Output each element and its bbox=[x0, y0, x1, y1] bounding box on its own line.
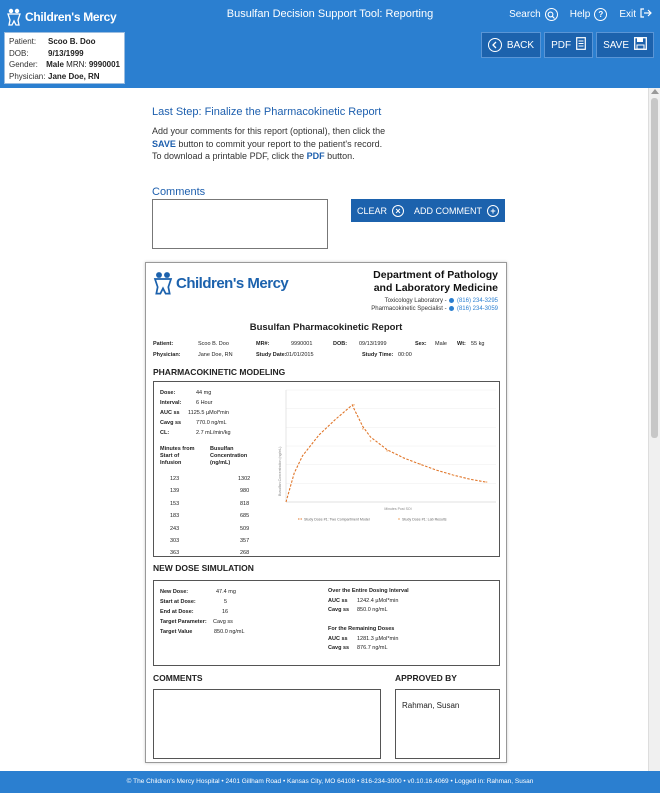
end-dose-label: End at Dose: bbox=[160, 609, 194, 615]
scroll-thumb[interactable] bbox=[651, 98, 658, 438]
pdf-button[interactable] bbox=[544, 32, 593, 58]
intro-text-3: button. bbox=[324, 151, 355, 161]
dose-simulation-results bbox=[328, 587, 488, 654]
table-row bbox=[160, 538, 270, 550]
target-value-value: 850.0 ng/mL bbox=[214, 629, 245, 635]
cavg-label: Cavg ss bbox=[160, 420, 182, 426]
entire-auc-value: 1242.4 µMol*min bbox=[357, 597, 399, 604]
dept-line-1: Department of Pathology bbox=[373, 269, 498, 281]
info-study-time-label: Study Time: bbox=[362, 352, 394, 358]
info-study-date-label: Study Date: bbox=[256, 352, 287, 358]
report-patient-info bbox=[153, 339, 498, 361]
chart-y-axis-label: Busulfan Concentration (ng/mL) bbox=[278, 446, 282, 496]
chart-x-axis-label: Minutes Post SOI bbox=[384, 507, 412, 511]
help-icon: ? bbox=[594, 8, 607, 21]
cl-label: CL: bbox=[160, 430, 170, 436]
chart-grid bbox=[286, 390, 496, 502]
back-arrow-icon bbox=[488, 38, 502, 52]
search-icon bbox=[545, 8, 558, 21]
legend-lab-swatch bbox=[398, 518, 400, 520]
physician-label: Physician: bbox=[9, 71, 46, 81]
info-dob-label: DOB: bbox=[333, 341, 348, 347]
childrens-mercy-logo-icon bbox=[152, 271, 174, 295]
comments-label: Comments bbox=[152, 186, 206, 198]
dose-label: Dose: bbox=[160, 390, 176, 396]
chart-lab-result-point bbox=[370, 440, 372, 442]
top-nav bbox=[509, 7, 652, 22]
legend-model-label: Study Dose #1: Two Compartment Model bbox=[304, 517, 370, 522]
info-sex-label: Sex: bbox=[415, 341, 427, 347]
info-patient-label: Patient: bbox=[153, 341, 174, 347]
mrn-value: 9990001 bbox=[88, 60, 120, 69]
cell-concentration: 357 bbox=[240, 537, 250, 544]
info-wt-value: 55 kg bbox=[471, 341, 485, 347]
page-scrollbar[interactable] bbox=[648, 88, 660, 771]
save-label: SAVE bbox=[603, 39, 629, 51]
intro-text bbox=[152, 125, 392, 163]
pk-specialist-phone: (816) 234-3059 bbox=[456, 306, 498, 312]
remaining-cavg-value: 876.7 ng/mL bbox=[357, 645, 388, 651]
entire-auc-label: AUC ss bbox=[328, 597, 348, 604]
table-row bbox=[160, 476, 270, 488]
cell-concentration: 685 bbox=[240, 513, 250, 520]
cell-minutes: 139 bbox=[170, 488, 180, 495]
intro-text-2: button to commit your report to the patient's record. To download a printable PDF, click the bbox=[152, 138, 383, 161]
new-dose-value: 47.4 mg bbox=[216, 589, 236, 595]
report-logo-text: Children's Mercy bbox=[176, 274, 289, 292]
nav-help-label: Help bbox=[569, 9, 591, 20]
dob-value: 9/13/1999 bbox=[48, 48, 84, 58]
intro-text-1: Add your comments for this report (optional), then click the bbox=[152, 126, 386, 136]
info-patient-value: Scoo B. Doo bbox=[198, 341, 229, 347]
dose-simulation-params bbox=[160, 587, 300, 637]
approved-by-box bbox=[395, 689, 500, 759]
chart-series-group bbox=[286, 404, 487, 502]
nav-help[interactable] bbox=[570, 8, 608, 21]
info-study-time-value: 00:00 bbox=[398, 352, 412, 358]
table-row bbox=[160, 488, 270, 500]
remaining-doses-heading: For the Remaining Doses bbox=[328, 626, 395, 632]
exit-icon bbox=[640, 7, 652, 22]
target-value-label: Target Value bbox=[160, 629, 193, 635]
gender-label: Gender: bbox=[9, 60, 38, 69]
remaining-auc-label: AUC ss bbox=[328, 635, 348, 642]
mrn-label: MRN: bbox=[66, 60, 87, 69]
cell-minutes: 153 bbox=[170, 500, 180, 507]
nav-exit[interactable] bbox=[619, 7, 652, 22]
cell-concentration: 1302 bbox=[238, 476, 251, 482]
dose-simulation-heading: NEW DOSE SIMULATION bbox=[153, 563, 254, 573]
target-parameter-label: Target Parameter: bbox=[160, 619, 207, 625]
info-physician-label: Physician: bbox=[153, 352, 181, 358]
pk-modeling-box bbox=[153, 381, 500, 557]
interval-value: 6 Hour bbox=[196, 400, 213, 406]
cell-minutes: 123 bbox=[170, 476, 180, 482]
col-minutes-header: Minutes from Start of Infusion bbox=[160, 446, 195, 466]
clear-label: CLEAR bbox=[357, 205, 388, 216]
department-name bbox=[373, 269, 498, 295]
document-icon bbox=[576, 37, 586, 53]
start-dose-label: Start at Dose: bbox=[160, 599, 196, 605]
target-parameter-value: Cavg ss bbox=[213, 619, 233, 625]
patient-name: Scoo B. Doo bbox=[48, 37, 96, 46]
top-bar bbox=[0, 0, 660, 88]
chart-lab-result-point bbox=[353, 404, 355, 406]
pk-params bbox=[160, 388, 270, 438]
info-study-date-value: 01/01/2015 bbox=[286, 352, 314, 358]
intro-pdf-word: PDF bbox=[306, 151, 325, 161]
report-comments-heading: COMMENTS bbox=[153, 673, 203, 683]
save-button[interactable] bbox=[596, 32, 654, 58]
info-wt-label: Wt: bbox=[457, 341, 466, 347]
info-physician-value: Jane Doe, RN bbox=[198, 352, 233, 358]
dob-label: DOB: bbox=[9, 48, 29, 58]
add-comment-label: ADD COMMENT bbox=[414, 205, 482, 216]
chart-legend bbox=[298, 517, 447, 521]
auc-label: AUC ss bbox=[160, 410, 180, 416]
cell-minutes: 243 bbox=[170, 525, 180, 532]
add-comment-button[interactable] bbox=[408, 199, 505, 222]
cell-minutes: 183 bbox=[170, 513, 180, 520]
nav-exit-label: Exit bbox=[619, 9, 636, 20]
chart-lab-result-point bbox=[486, 481, 488, 483]
close-icon: × bbox=[392, 205, 404, 217]
pdf-label: PDF bbox=[551, 39, 572, 51]
entire-cavg-value: 850.0 ng/mL bbox=[357, 607, 388, 613]
chart-series-model-line bbox=[286, 405, 487, 502]
pk-specialist-label: Pharmacokinetic Specialist - bbox=[371, 306, 447, 312]
auc-value: 1125.5 µMol*min bbox=[188, 410, 229, 416]
table-row bbox=[160, 526, 270, 538]
logo-text: Children's Mercy bbox=[25, 10, 117, 24]
chart-lab-result-point bbox=[386, 450, 388, 452]
approved-by-name: Rahman, Susan bbox=[402, 701, 460, 710]
remaining-auc-value: 1281.3 µMol*min bbox=[357, 635, 399, 642]
entire-cavg-label: Cavg ss bbox=[328, 607, 350, 613]
info-sex-value: Male bbox=[435, 341, 447, 347]
contact-info bbox=[371, 297, 498, 313]
approved-by-heading: APPROVED BY bbox=[395, 673, 457, 683]
phone-icon bbox=[449, 306, 454, 311]
pk-modeling-heading: PHARMACOKINETIC MODELING bbox=[153, 367, 286, 377]
nav-search[interactable] bbox=[509, 8, 558, 21]
table-row bbox=[160, 513, 270, 525]
chart-lab-result-point bbox=[362, 428, 364, 430]
app-title: Busulfan Decision Support Tool: Reporting bbox=[226, 8, 434, 20]
cavg-value: 770.0 ng/mL bbox=[196, 420, 227, 426]
patient-label: Patient: bbox=[9, 37, 37, 46]
chart-lab-result-point bbox=[453, 475, 455, 477]
entire-interval-heading: Over the Entire Dosing Interval bbox=[328, 588, 409, 594]
gender-value: Male bbox=[46, 60, 64, 69]
comments-input[interactable] bbox=[152, 199, 328, 249]
new-dose-label: New Dose: bbox=[160, 589, 189, 595]
clear-button[interactable] bbox=[351, 199, 410, 222]
cell-concentration: 268 bbox=[240, 550, 250, 557]
footer: © The Children's Mercy Hospital • 2401 Gillham Road • Kansas City, MO 64108 • 816-234-3000 • v0.10.16.4069 • Logged in: Rahman, Susan bbox=[0, 771, 660, 793]
start-dose-value: 5 bbox=[224, 599, 228, 605]
back-button[interactable] bbox=[481, 32, 541, 58]
intro-save-word: SAVE bbox=[152, 138, 176, 149]
report-logo bbox=[152, 271, 288, 295]
back-label: BACK bbox=[506, 39, 535, 51]
dept-line-2: and Laboratory Medicine bbox=[373, 282, 498, 294]
action-bar bbox=[481, 32, 654, 58]
cell-concentration: 509 bbox=[240, 525, 250, 532]
floppy-disk-icon bbox=[634, 37, 647, 53]
info-dob-value: 09/13/1999 bbox=[359, 341, 387, 347]
col-concentration-header: Busulfan Concentration (ng/mL) bbox=[210, 446, 248, 466]
phone-icon bbox=[449, 298, 454, 303]
step-title: Last Step: Finalize the Pharmacokinetic Report bbox=[152, 106, 382, 118]
report-preview bbox=[145, 262, 507, 763]
cell-minutes: 303 bbox=[170, 537, 180, 544]
plus-icon: + bbox=[487, 205, 499, 217]
dose-value: 44 mg bbox=[196, 390, 212, 396]
patient-card bbox=[4, 32, 125, 84]
concentration-chart bbox=[274, 386, 499, 536]
physician-value: Jane Doe, RN bbox=[48, 71, 100, 81]
remaining-cavg-label: Cavg ss bbox=[328, 645, 350, 651]
legend-lab-label: Study Dose #1: Lab Results bbox=[402, 517, 447, 522]
report-title: Busulfan Pharmacokinetic Report bbox=[249, 322, 403, 333]
tox-phone: (816) 234-3295 bbox=[456, 298, 498, 304]
info-mr-label: MR#: bbox=[256, 341, 270, 347]
end-dose-value: 16 bbox=[222, 609, 229, 615]
table-row bbox=[160, 501, 270, 513]
tox-label: Toxicology Laboratory - bbox=[384, 298, 447, 304]
cell-concentration: 980 bbox=[240, 488, 250, 495]
scroll-up-arrow-icon[interactable] bbox=[651, 89, 659, 94]
info-mr-value: 9990001 bbox=[291, 341, 313, 347]
cell-concentration: 818 bbox=[240, 500, 250, 507]
concentration-table bbox=[160, 446, 270, 563]
nav-search-label: Search bbox=[509, 9, 541, 20]
chart-lab-result-point bbox=[419, 463, 421, 465]
table-row bbox=[160, 550, 270, 562]
report-comments-box bbox=[153, 689, 381, 759]
cl-value: 2.7 mL/min/kg bbox=[196, 430, 231, 436]
interval-label: Interval: bbox=[160, 400, 182, 406]
cell-minutes: 363 bbox=[170, 550, 180, 557]
dose-simulation-box bbox=[153, 580, 500, 666]
